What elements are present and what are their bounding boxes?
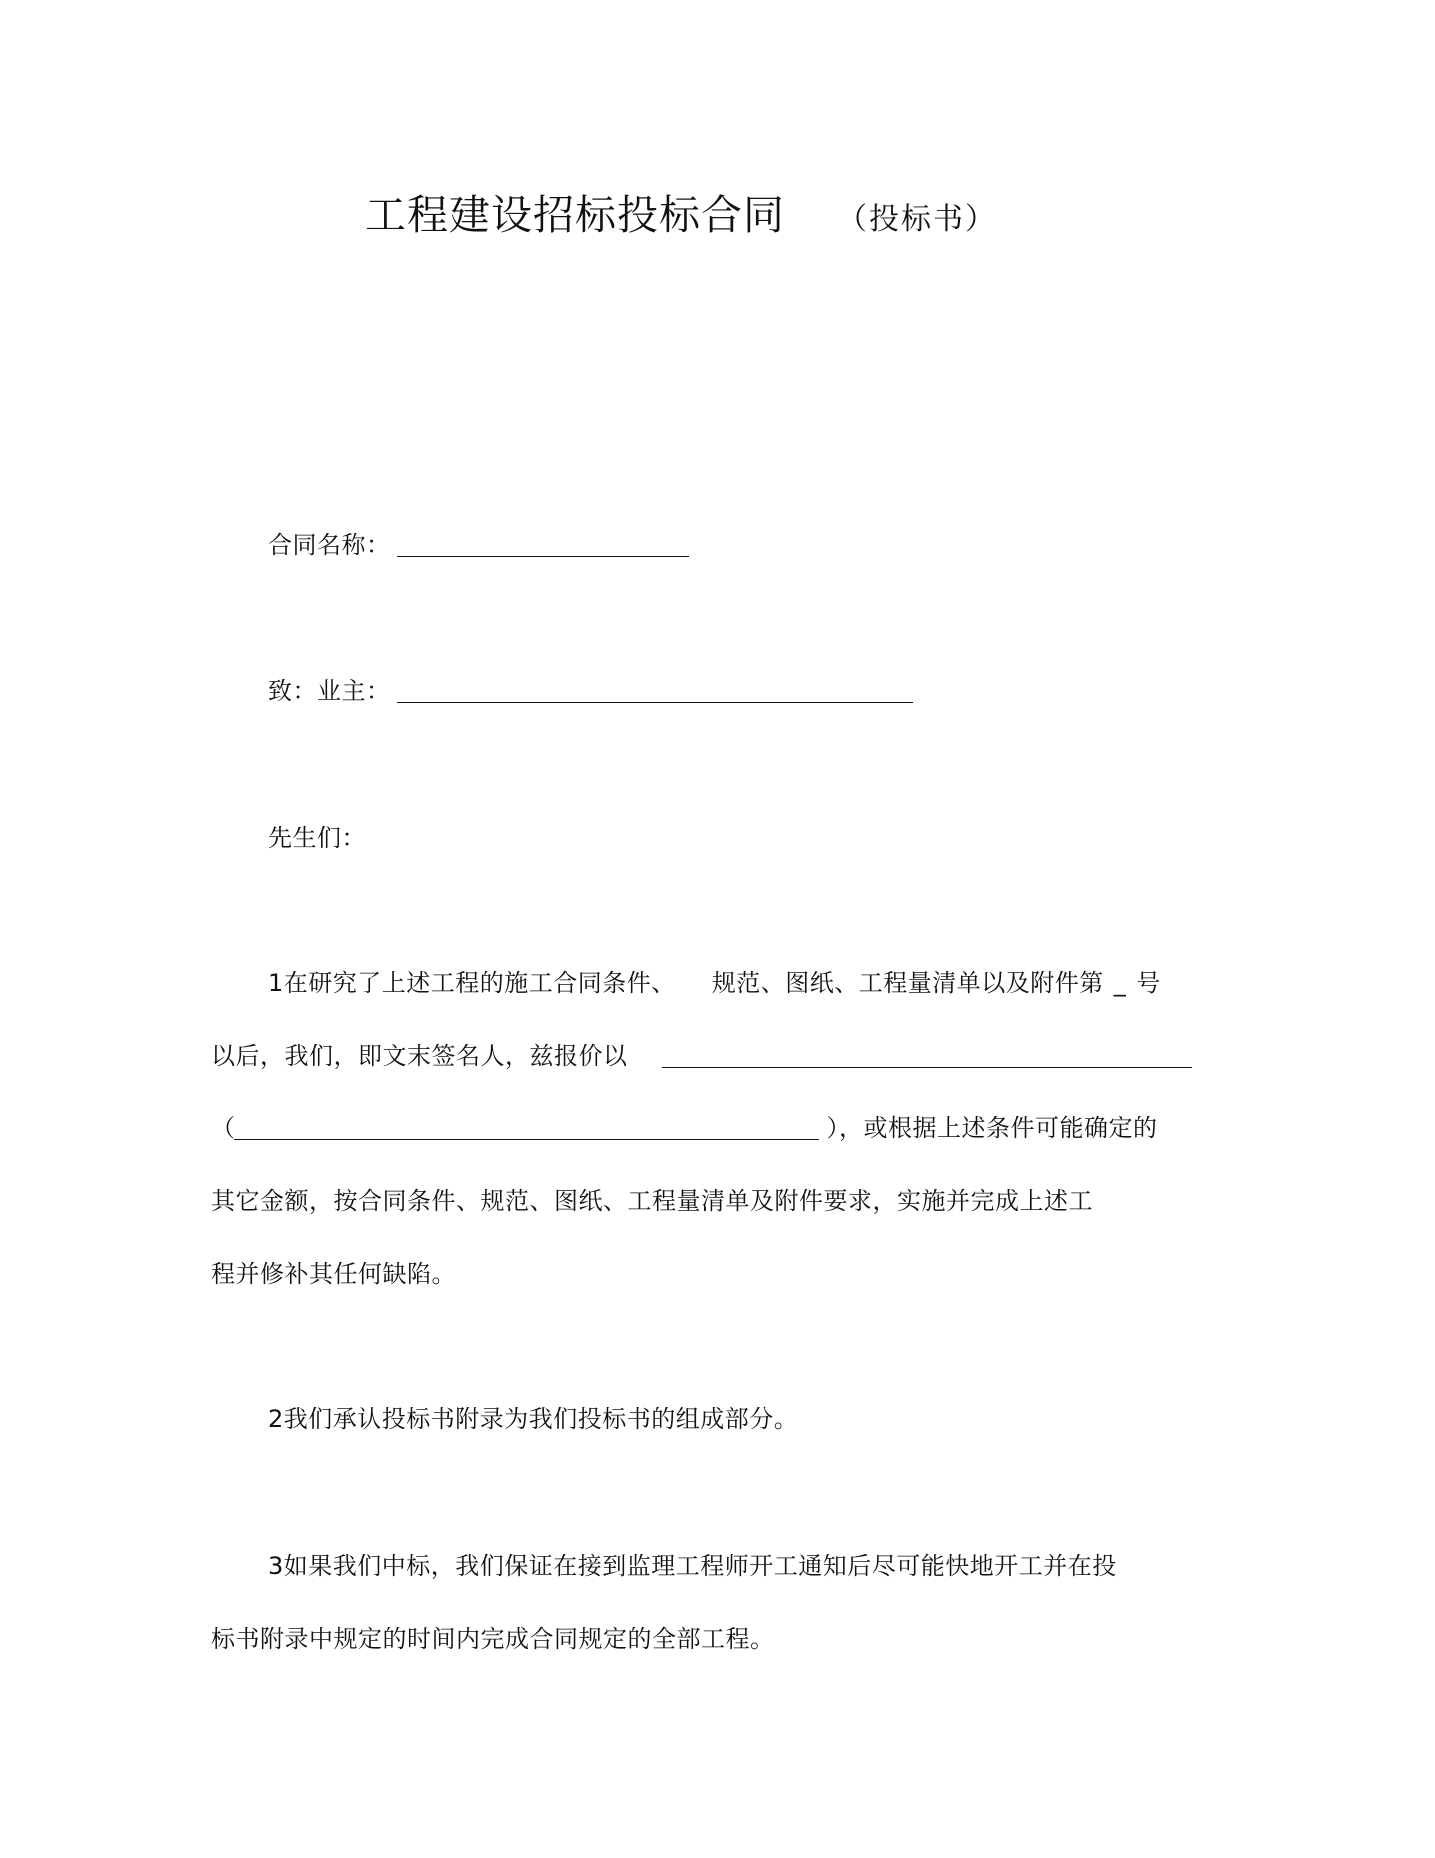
owner-row bbox=[268, 676, 913, 706]
para1-line2-a: 以后，我们，即文末签名人，兹报价以 bbox=[211, 1042, 628, 1070]
para3-line1: 3如果我们中标，我们保证在接到监理工程师开工通知后尽可能快地开工并在投 bbox=[268, 1552, 1117, 1580]
document-subtitle: （投标书） bbox=[837, 202, 997, 237]
contract-name-label: 合同名称： bbox=[268, 531, 391, 559]
price-words-blank bbox=[234, 1117, 819, 1140]
para1-line1-a: 1在研究了上述工程的施工合同条件、 bbox=[268, 969, 676, 997]
para1-line2 bbox=[211, 1041, 1192, 1071]
owner-label: 致：业主： bbox=[268, 677, 391, 705]
document-title: 工程建设招标投标合同 bbox=[365, 191, 785, 239]
para1-line1 bbox=[268, 968, 1161, 998]
salutation: 先生们： bbox=[268, 824, 366, 852]
para1-line3 bbox=[211, 1113, 1158, 1143]
para1-line4: 其它金额，按合同条件、规范、图纸、工程量清单及附件要求，实施并完成上述工 bbox=[211, 1187, 1093, 1215]
para1-line3-open: （ bbox=[211, 1114, 236, 1142]
title-row bbox=[365, 182, 997, 241]
para2: 2我们承认投标书附录为我们投标书的组成部分。 bbox=[268, 1405, 799, 1433]
para1-line1-d: 号 bbox=[1136, 969, 1161, 997]
owner-blank bbox=[397, 680, 913, 703]
price-blank bbox=[662, 1045, 1192, 1068]
para1-line1-c: _ bbox=[1113, 969, 1127, 997]
para1-line1-b: 规范、图纸、工程量清单以及附件第 bbox=[711, 969, 1104, 997]
para3-line2: 标书附录中规定的时间内完成合同规定的全部工程。 bbox=[211, 1625, 775, 1653]
contract-name-row bbox=[268, 530, 689, 560]
para1-line3-close: ），或根据上述条件可能确定的 bbox=[826, 1114, 1158, 1142]
contract-name-blank bbox=[397, 534, 689, 557]
para1-line5: 程并修补其任何缺陷。 bbox=[211, 1260, 456, 1288]
